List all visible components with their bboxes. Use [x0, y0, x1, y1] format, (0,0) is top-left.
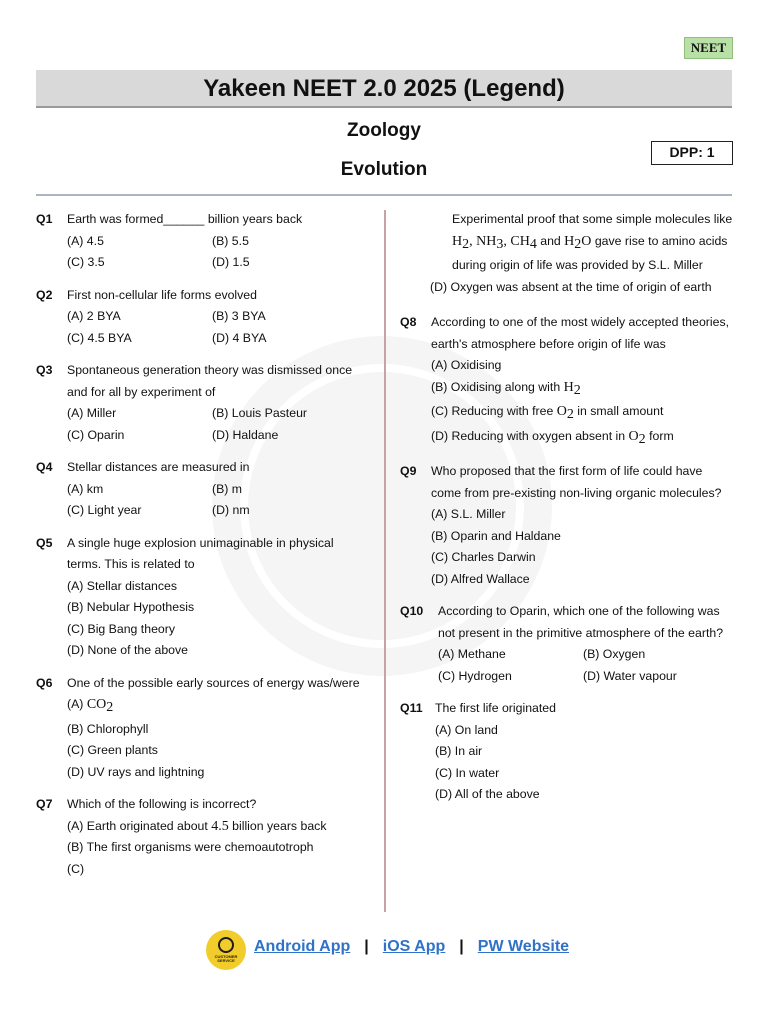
- option-b: (B) The first organisms were chemoautotroph: [67, 840, 314, 854]
- question-4: [36, 457, 371, 522]
- option-b: (B) m: [212, 481, 243, 496]
- option-a: (A) km: [67, 481, 104, 496]
- question-number: Q4: [36, 460, 53, 474]
- question-text: Spontaneous generation theory was dismissed once and for all by experiment of: [67, 363, 353, 399]
- option-c: (C) Charles Darwin: [431, 550, 536, 564]
- option-d: (D) 1.5: [212, 255, 250, 269]
- option-a: (A) 4.5: [67, 233, 104, 248]
- question-number: Q6: [36, 675, 53, 690]
- math-formula: O: [556, 404, 567, 419]
- option-c: (C) Light year: [67, 503, 142, 517]
- question-number: Q9: [400, 464, 417, 478]
- option-suffix: in small amount: [573, 404, 664, 418]
- option-a: (A) Miller: [67, 406, 117, 420]
- math-formula: CO: [86, 697, 107, 712]
- option-label: (C) Reducing with free: [431, 404, 557, 418]
- option-c-text: [452, 209, 735, 277]
- footer-links: [254, 938, 569, 956]
- question-text: A single huge explosion unimaginable in physical terms. This is related to: [67, 535, 334, 571]
- option-c: (C) Hydrogen: [438, 668, 512, 683]
- chapter-heading: Evolution: [340, 159, 428, 180]
- question-6: [36, 673, 371, 784]
- option-a: (A) Oxidising: [431, 358, 502, 372]
- option-a: (A) On land: [435, 722, 498, 737]
- column-divider: [384, 210, 386, 912]
- option-b: (B) Louis Pasteur: [212, 406, 308, 420]
- question-5: [36, 533, 371, 662]
- question-text: According to Oparin, which one of the following was not present in the primitive atmosphere of the earth?: [438, 604, 724, 640]
- option-c: (C) Green plants: [67, 743, 158, 757]
- math-number: 4.5: [211, 818, 229, 834]
- math-formula: H: [452, 233, 463, 249]
- question-number: Q8: [400, 315, 417, 329]
- left-column: [36, 209, 371, 891]
- option-c: (C) In water: [435, 765, 500, 780]
- options: [67, 231, 371, 274]
- option-label: (A): [67, 697, 87, 711]
- options: [67, 694, 371, 783]
- question-7: [36, 794, 371, 880]
- text-part: gave rise to amino acids during origin of life was provided by S.L. Miller: [452, 233, 728, 272]
- option-b: (B) 3 BYA: [212, 309, 266, 323]
- math-formula: H: [564, 233, 575, 249]
- question-number: Q5: [36, 535, 53, 550]
- question-7-continued: [400, 209, 735, 298]
- question-number: Q10: [400, 604, 424, 618]
- math-formula: O: [628, 428, 639, 444]
- customer-service-icon[interactable]: [206, 930, 246, 970]
- right-column: [400, 209, 735, 817]
- subscript: 2: [573, 382, 581, 398]
- link-separator: |: [364, 938, 369, 955]
- question-text: Stellar distances are measured in: [67, 460, 250, 474]
- question-text: One of the possible early sources of energy was/were: [67, 675, 360, 690]
- subscript: 2: [462, 236, 470, 252]
- option-b: (B) Oparin and Haldane: [431, 528, 561, 543]
- question-10: [400, 601, 735, 687]
- options: [67, 816, 371, 881]
- option-label: (B) Oxidising along with: [431, 379, 564, 394]
- option-d: (D) Water vapour: [583, 668, 677, 683]
- option-label: (A) Earth originated about: [67, 818, 212, 833]
- options: [67, 403, 371, 446]
- option-a: (A) Stellar distances: [67, 578, 178, 593]
- option-b: (B) Oxygen: [583, 647, 646, 661]
- math-formula: CH: [510, 233, 530, 249]
- question-number: Q2: [36, 287, 53, 302]
- subject-heading: Zoology: [347, 120, 421, 141]
- option-c: (C) 4.5 BYA: [67, 330, 132, 345]
- option-d: (D) All of the above: [435, 787, 540, 801]
- option-c: [431, 401, 735, 426]
- option-d: (D) Haldane: [212, 427, 279, 442]
- option-b: (B) Chlorophyll: [67, 721, 149, 736]
- subscript: 2: [638, 431, 646, 447]
- option-a: [67, 694, 371, 719]
- math-formula: H: [563, 379, 574, 395]
- question-3: [36, 360, 371, 446]
- question-9: [400, 461, 735, 590]
- option-suffix: form: [645, 428, 674, 443]
- subscript: 2: [106, 700, 114, 715]
- neet-badge: NEET: [684, 37, 733, 59]
- separator: ,: [469, 233, 477, 249]
- footer: [0, 926, 768, 972]
- option-a: (A) Methane: [438, 647, 506, 661]
- option-b: (B) 5.5: [212, 233, 249, 248]
- question-1: [36, 209, 371, 274]
- subscript: 3: [496, 236, 504, 252]
- pw-website-link[interactable]: PW Website: [477, 938, 570, 955]
- ios-app-link[interactable]: iOS App: [382, 938, 446, 955]
- text-part: Experimental proof that some simple molecules like: [452, 212, 733, 226]
- conjunction: and: [536, 233, 565, 248]
- customer-service-label: CUSTOMER SERVICE: [214, 954, 238, 963]
- subscript: 2: [566, 407, 574, 422]
- question-text: Which of the following is incorrect?: [67, 797, 257, 811]
- option-label: (D) Reducing with oxygen absent in: [431, 428, 629, 443]
- question-11: [400, 698, 735, 806]
- option-d: (D) 4 BYA: [212, 330, 267, 345]
- question-text: Earth was formed______ billion years back: [67, 212, 303, 226]
- option-c: (C): [67, 861, 85, 876]
- math-formula: O: [581, 233, 592, 249]
- question-2: [36, 285, 371, 350]
- option-c: (C) 3.5: [67, 255, 105, 269]
- option-d: [431, 426, 735, 451]
- question-number: Q3: [36, 363, 53, 377]
- option-c: (C) Big Bang theory: [67, 621, 175, 636]
- page-title: Yakeen NEET 2.0 2025 (Legend): [36, 70, 732, 108]
- options: [67, 306, 371, 349]
- option-b: (B) Nebular Hypothesis: [67, 600, 195, 614]
- question-8: [400, 312, 735, 450]
- subscript: 2: [574, 236, 582, 252]
- options: [431, 355, 735, 450]
- question-number: Q1: [36, 212, 53, 226]
- options: [438, 644, 735, 687]
- option-c: (C) Oparin: [67, 427, 125, 442]
- option-d: (D) Oxygen was absent at the time of origin of earth: [430, 279, 712, 294]
- option-d: (D) Alfred Wallace: [431, 571, 530, 586]
- option-a: (A) 2 BYA: [67, 309, 121, 323]
- option-a: [67, 816, 371, 838]
- subscript: 4: [529, 236, 537, 252]
- separator: ,: [503, 233, 511, 249]
- headset-icon: [218, 937, 234, 953]
- question-text: First non-cellular life forms evolved: [67, 287, 257, 302]
- dpp-box: DPP: 1: [651, 141, 733, 165]
- option-b: [431, 377, 735, 402]
- question-number: Q7: [36, 797, 53, 811]
- question-text: The first life originated: [435, 701, 556, 715]
- math-formula: NH: [476, 233, 497, 249]
- options: [435, 720, 735, 806]
- question-text: According to one of the most widely accepted theories, earth's atmosphere before origin of life was: [431, 315, 730, 351]
- question-number: Q11: [400, 701, 423, 715]
- header-divider: [36, 194, 732, 196]
- option-suffix: billion years back: [228, 818, 327, 833]
- option-b: (B) In air: [435, 744, 483, 758]
- android-app-link[interactable]: Android App: [254, 938, 351, 955]
- option-d: (D) None of the above: [67, 643, 188, 657]
- options: [67, 479, 371, 522]
- question-text: Who proposed that the first form of life could have come from pre-existing non-living organic molecules?: [431, 464, 722, 500]
- option-a: (A) S.L. Miller: [431, 507, 506, 521]
- options: [431, 504, 735, 590]
- link-separator: |: [459, 938, 464, 955]
- options: [67, 576, 371, 662]
- option-d: (D) UV rays and lightning: [67, 764, 205, 779]
- option-d: (D) nm: [212, 503, 250, 517]
